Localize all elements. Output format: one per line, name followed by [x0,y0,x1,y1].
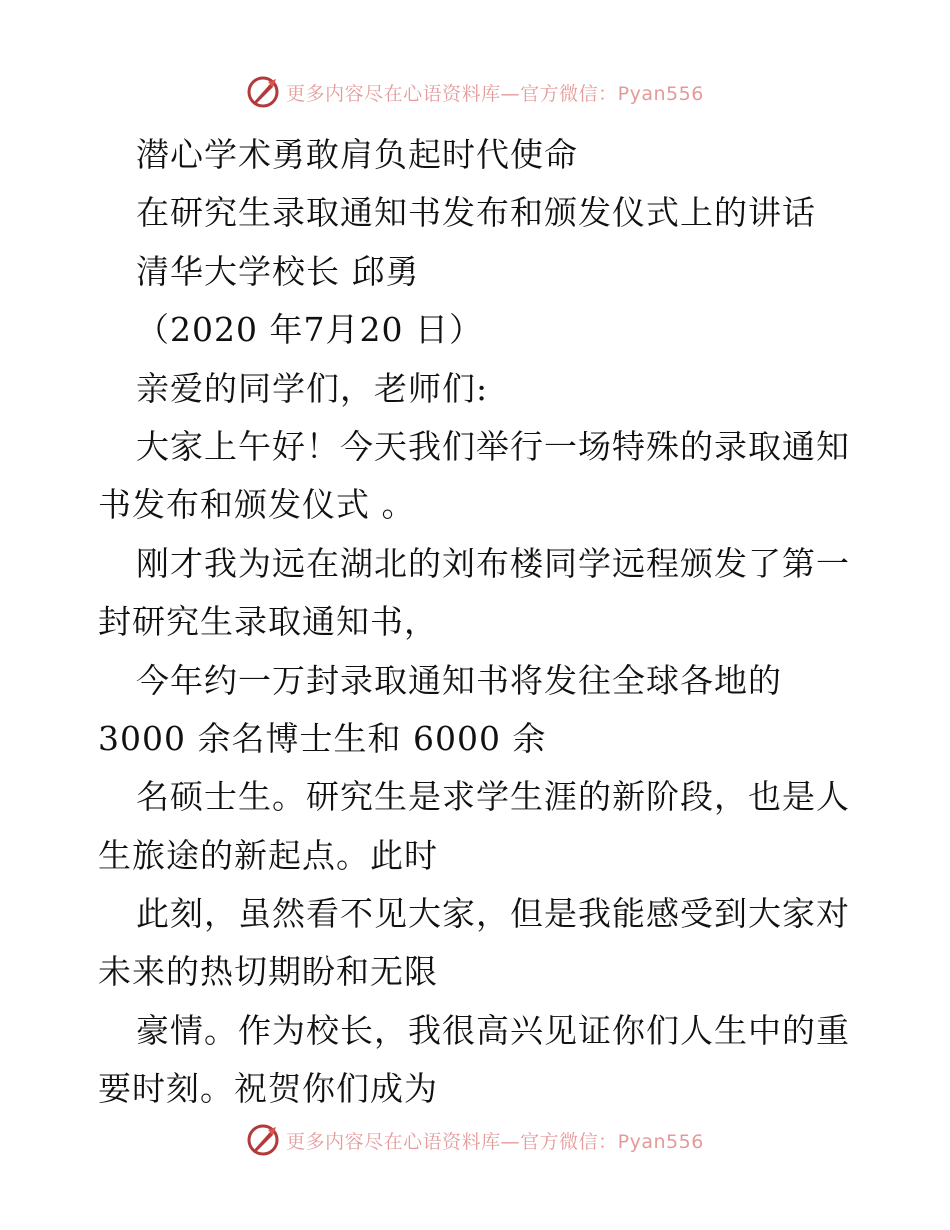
text-line: 书发布和颁发仪式 。 [98,485,416,525]
footer-banner-text: 更多内容尽在心语资料库—官方微信：Pyan556 [286,1130,704,1153]
header-banner[interactable] [0,72,950,112]
text-line: 亲爱的同学们，老师们: [136,368,489,408]
header-banner-inner [246,75,704,109]
text-line: 3000 余名博士生和 6000 余 [98,718,547,758]
footer-banner-inner [246,1123,704,1157]
text-line: （2020 年7月20 日） [136,310,483,350]
text-line: 清华大学校长 邱勇 [136,251,420,291]
text-line: 封研究生录取通知书， [98,602,438,642]
text-line: 未来的热切期盼和无限 [98,952,438,992]
quill-pen-circle-icon [246,1123,280,1157]
text-line: 刚才我为远在湖北的刘布楼同学远程颁发了第一 [136,543,850,583]
text-line: 今年约一万封录取通知书将发往全球各地的 [136,660,782,700]
text-line: 此刻，虽然看不见大家，但是我能感受到大家对 [136,894,850,934]
text-line: 生旅途的新起点。此时 [98,835,438,875]
text-line: 豪情。作为校长，我很高兴见证你们人生中的重 [136,1010,850,1050]
text-line: 要时刻。祝贺你们成为 [98,1069,438,1109]
text-line: 潜心学术勇敢肩负起时代使命 [136,135,578,174]
footer-banner[interactable] [0,1120,950,1160]
text-line: 在研究生录取通知书发布和颁发仪式上的讲话 [136,193,816,233]
quill-pen-circle-icon [246,75,280,109]
header-banner-text: 更多内容尽在心语资料库—官方微信：Pyan556 [286,82,704,105]
text-line: 名硕士生。研究生是求学生涯的新阶段，也是人 [136,777,850,817]
text-line: 大家上午好！今天我们举行一场特殊的录取通知 [136,426,850,466]
document-body [98,126,868,1119]
